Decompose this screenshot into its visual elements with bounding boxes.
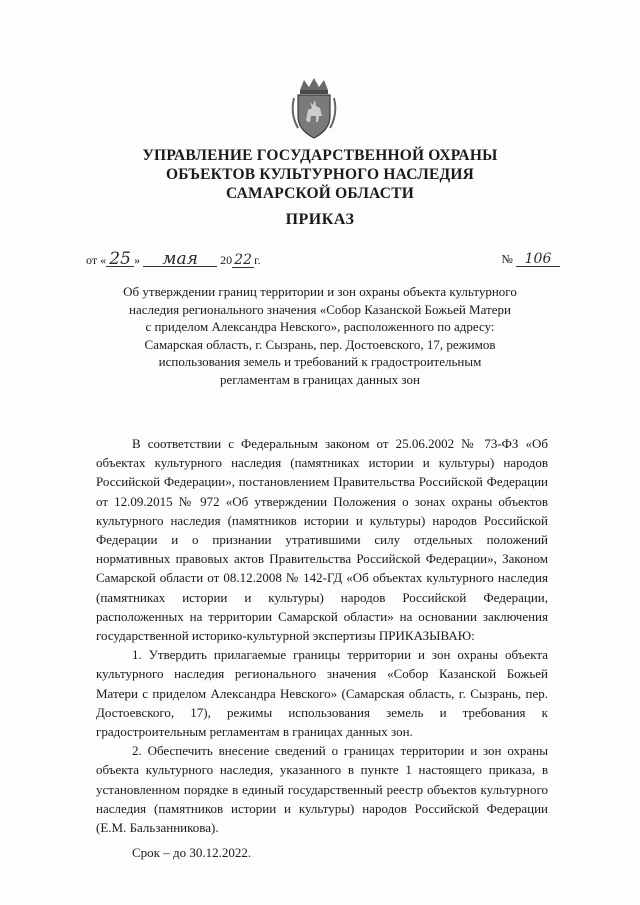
date-number-row	[86, 246, 560, 270]
organization-name	[100, 146, 540, 203]
order-subject	[92, 283, 548, 389]
body-deadline: Срок – до 30.12.2022.	[132, 845, 252, 861]
body-item-1: 1. Утвердить прилагаемые границы территории и зон охраны объекта культурного наследия регионального значения «Собор Казанской Божьей Матери с приделом Александра Невского» (Самарская область, г. Сызрань, пер. Достоевского, 17), режимы использования земель и требования к градостроительным регламентам в границах данных зон.	[96, 647, 548, 740]
subject-line-5: использования земель и требований к градостроительным	[158, 354, 482, 370]
date-year-prefix: 20	[220, 253, 233, 267]
number-label: №	[501, 252, 513, 266]
date-day: 25	[106, 252, 134, 267]
order-body	[96, 434, 548, 862]
date-separator: »	[134, 253, 141, 267]
document-type: ПРИКАЗ	[285, 211, 355, 228]
body-item-2: 2. Обеспечить внесение сведений о границах территории и зон охраны объекта культурного наследия, указанного в пункте 1 настоящего приказа, в установленном порядке в единый государственный реестр объектов культурного наследия (памятников истории и культуры) народов Российской Федерации (Е.М. Бальзанникова).	[96, 743, 548, 836]
org-line-2: ОБЪЕКТОВ КУЛЬТУРНОГО НАСЛЕДИЯ	[165, 166, 475, 183]
date-year-end: г.	[254, 253, 261, 267]
subject-line-3: с приделом Александра Невского», расположенного по адресу:	[145, 319, 495, 335]
number-value: 106	[516, 252, 560, 267]
date-month: мая	[143, 252, 217, 267]
org-line-1: УПРАВЛЕНИЕ ГОСУДАРСТВЕННОЙ ОХРАНЫ	[142, 147, 498, 164]
subject-line-1: Об утверждении границ территории и зон охраны объекта культурного	[123, 284, 517, 299]
subject-line-2: наследия регионального значения «Собор Казанской Божьей Матери	[129, 301, 511, 317]
date-prefix: от «	[86, 253, 107, 267]
body-preamble: В соответствии с Федеральным законом от 25.06.2002 № 73-ФЗ «Об объектах культурного наследия (памятниках истории и культуры) народов Российской Федерации», постановлением Правительства Российской Федерации от 12.09.2015 № 972 «Об утверждении Положения о зонах охраны объектов культурного наследия (памятников истории и культуры) народов Российской Федерации и о признании утратившими силу отдельных положений нормативных правовых актов Правительства Российской Федерации», Законом Самарской области от 08.12.2008 № 142-ГД «Об объектах культурного наследия (памятниках истории и культуры) народов Российской Федерации, расположенных на территории Самарской области» на основании заключения государственной историко-культурной экспертизы ПРИКАЗЫВАЮ:	[96, 436, 548, 644]
order-date	[86, 249, 261, 269]
date-year-suffix: 22	[232, 253, 254, 268]
subject-line-6: регламентам в границах данных зон	[220, 371, 420, 387]
coat-of-arms-icon	[288, 76, 340, 140]
order-number	[502, 252, 560, 267]
subject-line-4: Самарская область, г. Сызрань, пер. Достоевского, 17, режимов	[144, 336, 496, 352]
org-line-3: САМАРСКОЙ ОБЛАСТИ	[225, 185, 414, 202]
